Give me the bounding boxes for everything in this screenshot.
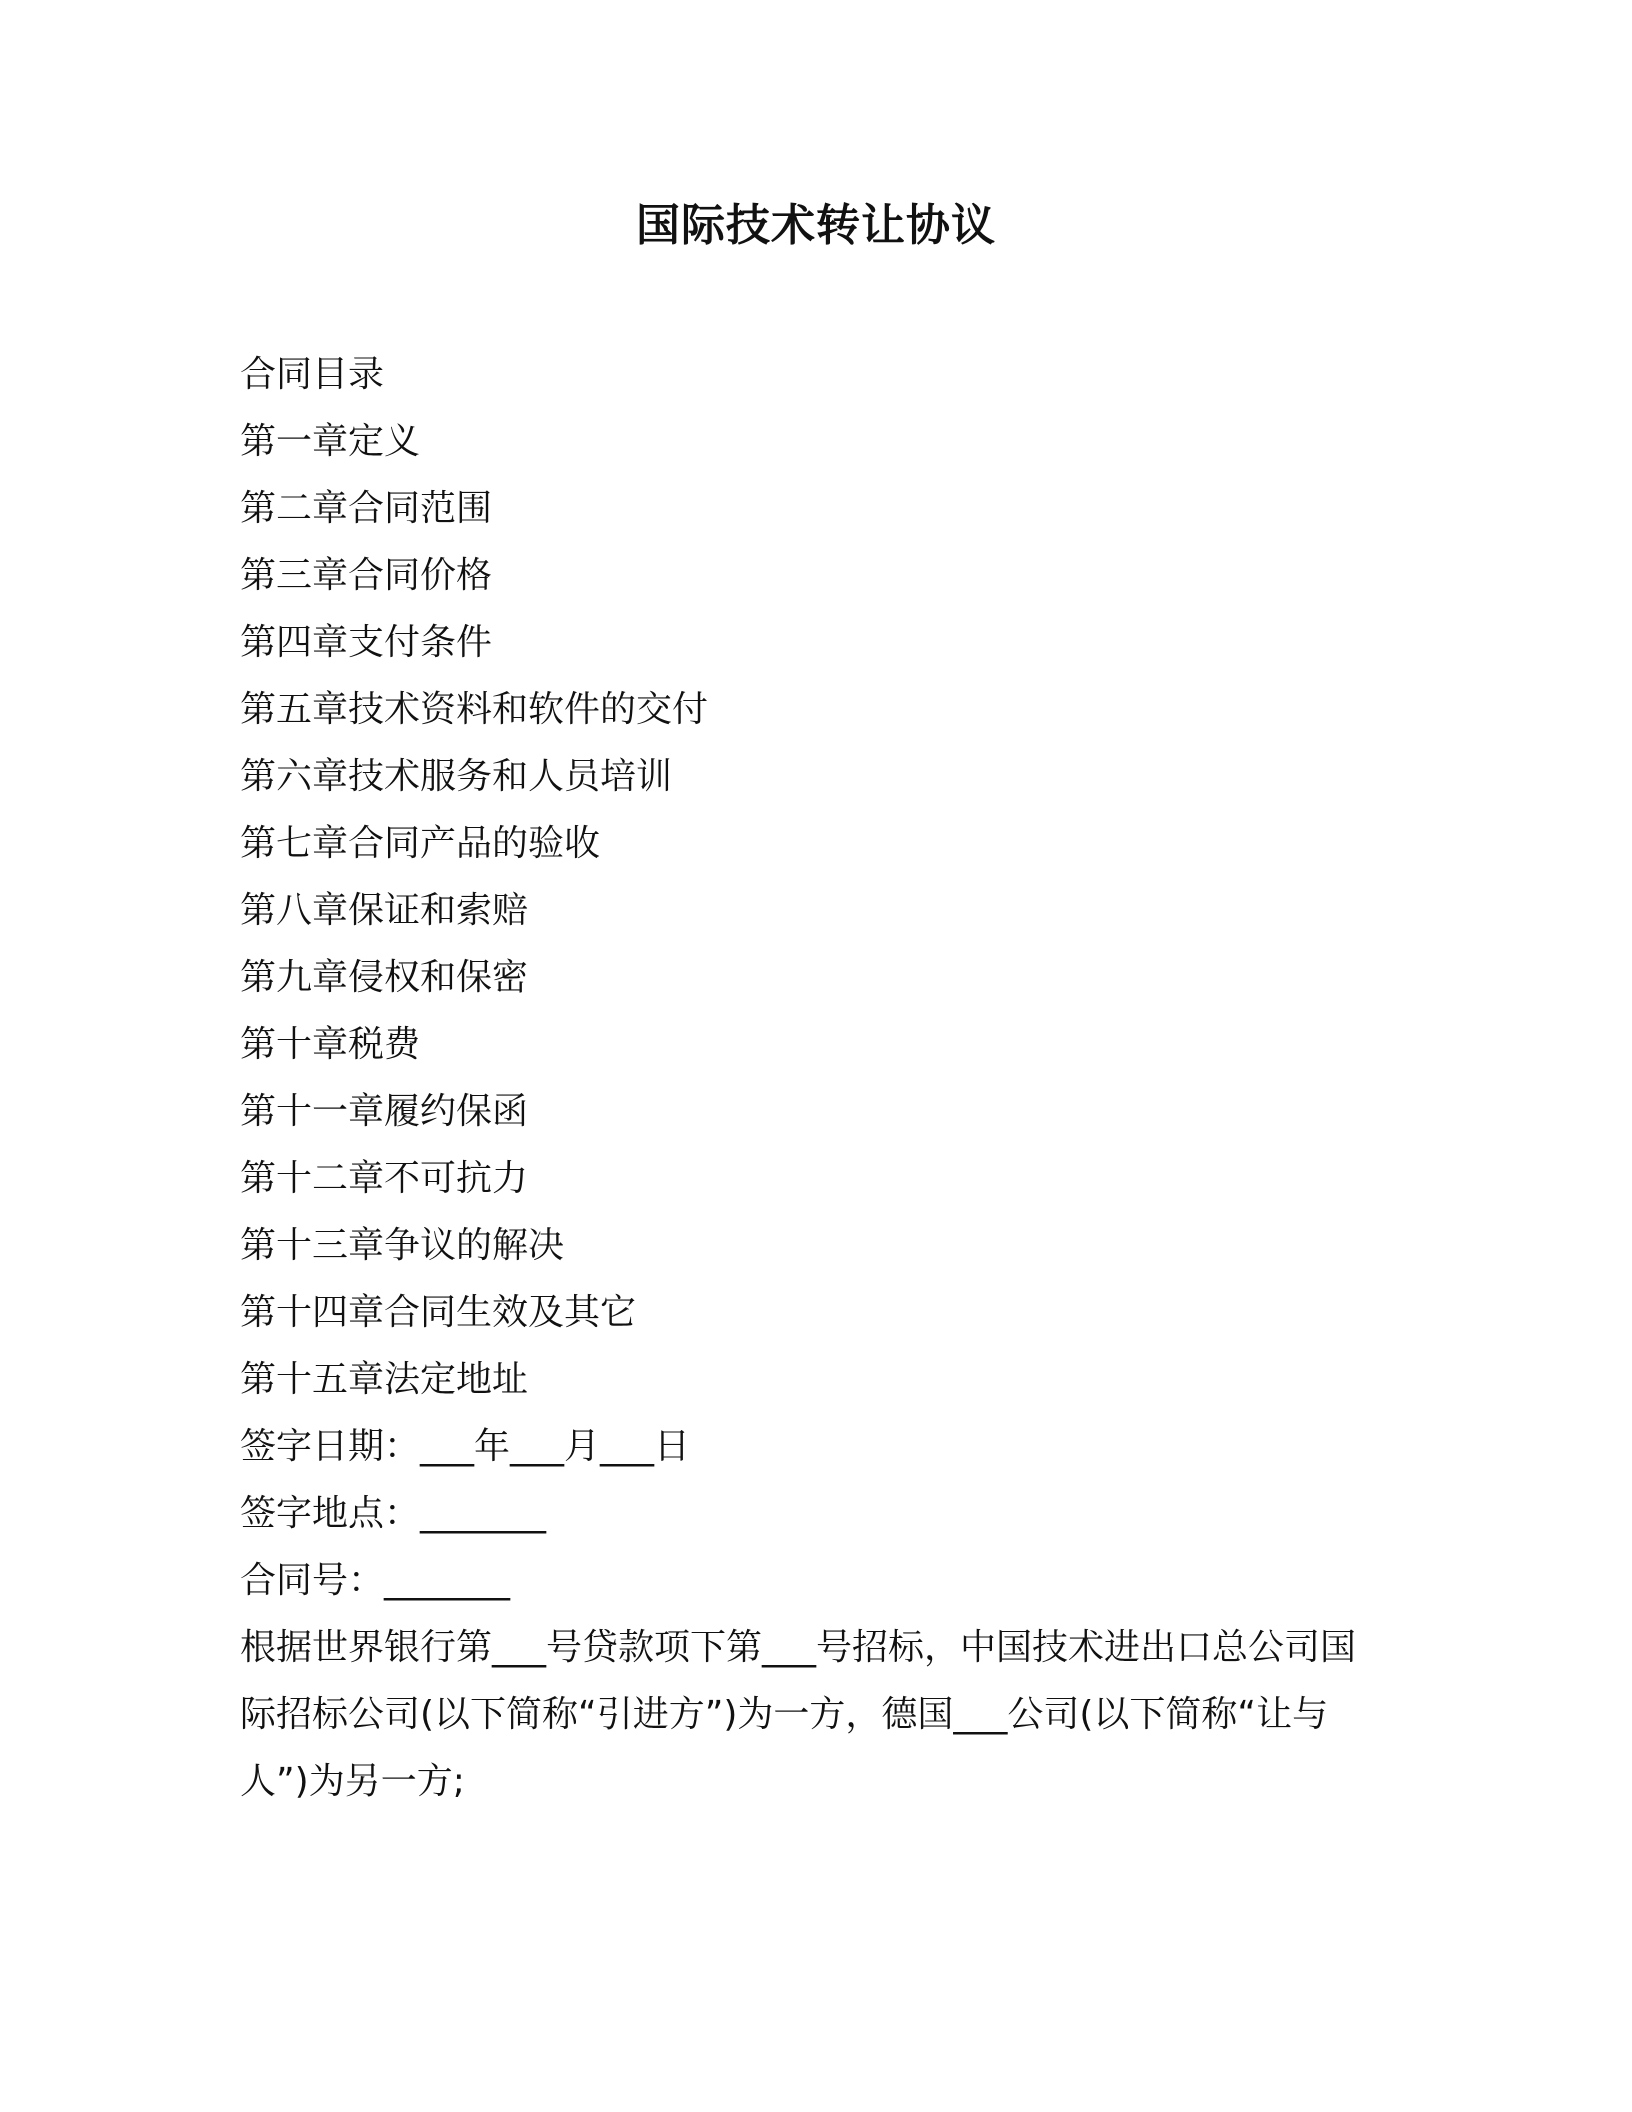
chapter-item: 第八章保证和索赔 — [240, 890, 529, 931]
chapter-item: 第七章合同产品的验收 — [240, 823, 601, 864]
chapter-item: 第十二章不可抗力 — [240, 1158, 529, 1199]
chapter-item: 第六章技术服务和人员培训 — [240, 756, 673, 797]
chapter-item: 第四章支付条件 — [240, 622, 493, 663]
chapter-item: 第二章合同范围 — [240, 488, 493, 529]
signing-date: 签字日期：___年___月___日 — [240, 1426, 691, 1467]
chapter-item: 第十五章法定地址 — [240, 1359, 529, 1400]
chapter-item: 第三章合同价格 — [240, 555, 493, 596]
chapter-item: 第十三章争议的解决 — [240, 1225, 565, 1266]
preamble-paragraph: 根据世界银行第___号贷款项下第___号招标，中国技术进出口总公司国际招标公司(以下简称“引进方”)为一方，德国___公司(以下简称“让与人”)为另一方; — [240, 1627, 1357, 1802]
chapter-list — [240, 408, 1400, 1413]
chapter-item: 第十四章合同生效及其它 — [240, 1292, 637, 1333]
chapter-item: 第五章技术资料和软件的交付 — [240, 689, 709, 730]
chapter-item: 第十一章履约保函 — [240, 1091, 529, 1132]
toc-heading: 合同目录 — [240, 354, 385, 395]
chapter-item: 第九章侵权和保密 — [240, 957, 529, 998]
document-body — [240, 341, 1400, 1815]
chapter-item: 第十章税费 — [240, 1024, 421, 1065]
document-title: 国际技术转让协议 — [636, 200, 996, 251]
signing-place: 签字地点：_______ — [240, 1493, 547, 1534]
chapter-item: 第一章定义 — [240, 421, 421, 462]
contract-number: 合同号：_______ — [240, 1560, 511, 1601]
